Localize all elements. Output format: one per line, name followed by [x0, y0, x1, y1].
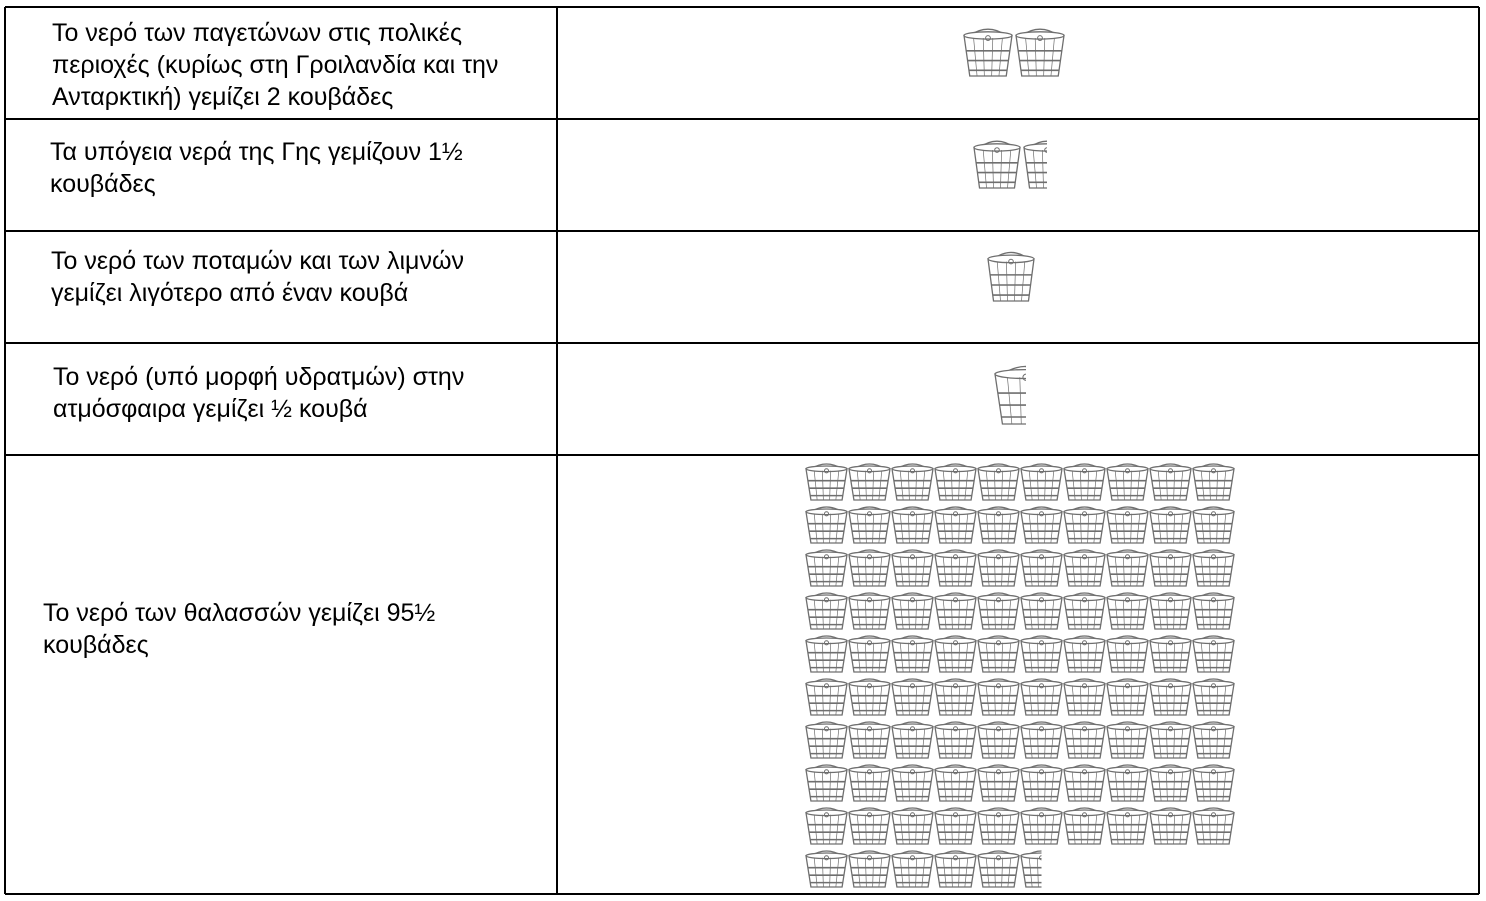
row-1-description — [52, 17, 498, 113]
bucket-icon — [1107, 679, 1148, 715]
bucket-icon — [892, 550, 933, 586]
bucket-icon — [935, 722, 976, 758]
bucket-icon — [806, 679, 847, 715]
row-2-buckets — [972, 134, 1062, 194]
bucket-icon — [1021, 550, 1062, 586]
bucket-icon — [849, 808, 890, 844]
row-5-buckets — [804, 458, 1240, 893]
bucket-icon — [849, 722, 890, 758]
row-3-buckets — [986, 245, 1041, 305]
row-2-line-1: Τα υπόγεια νερά της Γης γεμίζουν 1½ — [50, 138, 463, 166]
bucket-icon — [892, 722, 933, 758]
bucket-icon — [892, 593, 933, 629]
bucket-icon — [978, 679, 1019, 715]
bucket-icon — [806, 722, 847, 758]
bucket-icon — [1064, 593, 1105, 629]
row-1-buckets — [962, 22, 1072, 80]
bucket-icon — [978, 593, 1019, 629]
row-3-line-1: Το νερό των ποταμών και των λιμνών — [51, 247, 464, 275]
row-5-line-1: Το νερό των θαλασσών γεμίζει 95½ — [43, 599, 436, 627]
bucket-icon — [978, 550, 1019, 586]
bucket-icon — [1064, 765, 1105, 801]
bucket-icon — [935, 464, 976, 500]
bucket-icon — [806, 765, 847, 801]
bucket-icon — [1021, 679, 1062, 715]
bucket-icon — [935, 679, 976, 715]
bucket-icon — [806, 507, 847, 543]
bucket-icon — [806, 593, 847, 629]
bucket-icon — [1107, 722, 1148, 758]
bucket-icon — [1107, 808, 1148, 844]
bucket-icon — [935, 507, 976, 543]
bucket-icon — [1193, 808, 1234, 844]
bucket-icon — [1150, 765, 1191, 801]
bucket-icon — [849, 464, 890, 500]
bucket-icon — [1064, 507, 1105, 543]
bucket-icon — [806, 636, 847, 672]
bucket-icon — [978, 636, 1019, 672]
bucket-icon — [849, 636, 890, 672]
bucket-icon — [935, 550, 976, 586]
bucket-icon — [849, 679, 890, 715]
bucket-icon — [935, 636, 976, 672]
bucket-icon — [1150, 636, 1191, 672]
bucket-icon — [978, 464, 1019, 500]
bucket-icon — [1021, 851, 1062, 887]
bucket-icon — [1064, 636, 1105, 672]
bucket-icon — [935, 808, 976, 844]
bucket-icon — [806, 464, 847, 500]
row-4-line-2: ατμόσφαιρα γεμίζει ½ κουβά — [53, 395, 368, 423]
bucket-icon — [1064, 679, 1105, 715]
bucket-icon — [978, 507, 1019, 543]
bucket-icon — [892, 636, 933, 672]
bucket-icon — [935, 851, 976, 887]
bucket-icon — [978, 765, 1019, 801]
bucket-icon — [1150, 808, 1191, 844]
bucket-icon — [892, 765, 933, 801]
row-4-line-1: Το νερό (υπό μορφή υδρατμών) στην — [53, 363, 465, 391]
bucket-icon — [1107, 636, 1148, 672]
bucket-icon — [1064, 722, 1105, 758]
bucket-icon — [1021, 464, 1062, 500]
bucket-icon — [849, 593, 890, 629]
bucket-icon — [1107, 765, 1148, 801]
bucket-icon — [1024, 141, 1062, 188]
bucket-icon — [978, 851, 1019, 887]
bucket-icon — [1107, 507, 1148, 543]
bucket-icon — [935, 765, 976, 801]
bucket-icon — [1064, 550, 1105, 586]
bucket-icon — [1107, 550, 1148, 586]
bucket-icon — [849, 851, 890, 887]
bucket-icon — [1021, 507, 1062, 543]
bucket-icon — [1150, 550, 1191, 586]
bucket-icon — [892, 507, 933, 543]
bucket-icon — [974, 141, 1020, 188]
row-3-line-2: γεμίζει λιγότερο από έναν κουβά — [51, 279, 409, 307]
bucket-icon — [1021, 636, 1062, 672]
row-2-description — [50, 136, 463, 200]
bucket-icon — [1064, 808, 1105, 844]
bucket-icon — [892, 464, 933, 500]
bucket-icon — [892, 808, 933, 844]
bucket-icon — [1193, 765, 1234, 801]
bucket-icon — [849, 550, 890, 586]
bucket-icon — [1064, 464, 1105, 500]
row-5-line-2: κουβάδες — [43, 631, 149, 659]
bucket-icon — [1021, 808, 1062, 844]
bucket-icon — [806, 808, 847, 844]
bucket-icon — [995, 366, 1038, 424]
bucket-icon — [849, 507, 890, 543]
row-2-line-2: κουβάδες — [50, 170, 156, 198]
bucket-icon — [935, 593, 976, 629]
bucket-icon — [1150, 722, 1191, 758]
bucket-icon — [806, 851, 847, 887]
bucket-icon — [1193, 507, 1234, 543]
bucket-icon — [1016, 29, 1064, 76]
row-1-line-1: Το νερό των παγετώνων στις πολικές — [52, 19, 462, 47]
bucket-icon — [849, 765, 890, 801]
bucket-icon — [806, 550, 847, 586]
bucket-icon — [1150, 593, 1191, 629]
bucket-icon — [1021, 765, 1062, 801]
bucket-icon — [1150, 464, 1191, 500]
bucket-icon — [1150, 507, 1191, 543]
bucket-icon — [892, 679, 933, 715]
bucket-icon — [1193, 722, 1234, 758]
bucket-icon — [1021, 593, 1062, 629]
row-3-description — [51, 245, 464, 309]
row-1-line-2: περιοχές (κυρίως στη Γροιλανδία και την — [52, 51, 499, 79]
bucket-icon — [1193, 550, 1234, 586]
row-4-description — [53, 361, 464, 425]
bucket-icon — [1150, 679, 1191, 715]
bucket-icon — [1107, 464, 1148, 500]
row-5-description — [43, 597, 435, 661]
bucket-icon — [1193, 636, 1234, 672]
bucket-icon — [988, 252, 1034, 301]
bucket-icon — [892, 851, 933, 887]
bucket-icon — [978, 722, 1019, 758]
bucket-icon — [1021, 722, 1062, 758]
row-4-buckets — [993, 358, 1038, 428]
bucket-icon — [1107, 593, 1148, 629]
bucket-icon — [1193, 593, 1234, 629]
row-1-line-3: Ανταρκτική) γεμίζει 2 κουβάδες — [52, 83, 394, 111]
bucket-icon — [1193, 464, 1234, 500]
bucket-icon — [978, 808, 1019, 844]
bucket-icon — [1193, 679, 1234, 715]
bucket-icon — [964, 29, 1012, 76]
